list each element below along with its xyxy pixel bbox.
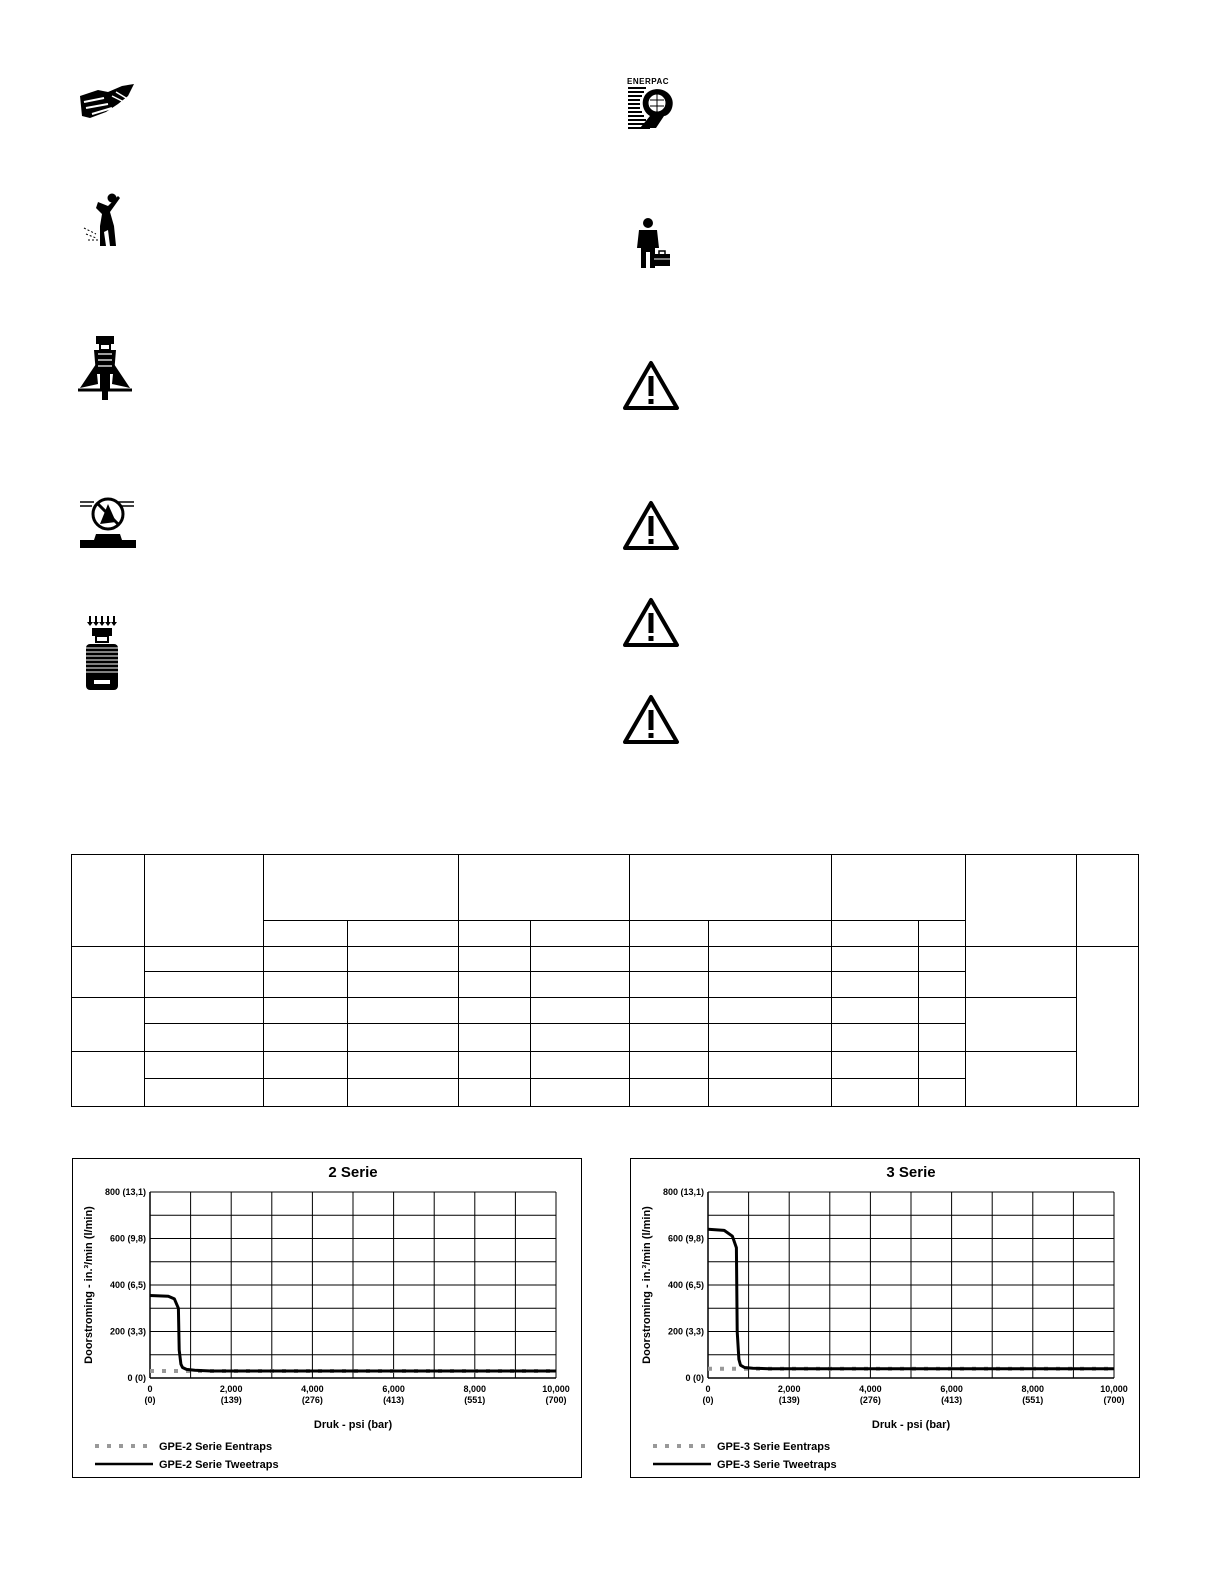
x-tick-label: 4,000 (859, 1384, 882, 1394)
x-tick-sublabel: (551) (464, 1395, 486, 1405)
x-tick-sublabel: (0) (144, 1395, 156, 1405)
x-tick-label: 10,000 (1100, 1384, 1128, 1394)
x-tick-sublabel: (139) (220, 1395, 242, 1405)
no-heat-icon (78, 494, 138, 550)
warning-icon (622, 694, 680, 746)
x-tick-sublabel: (0) (702, 1395, 714, 1405)
y-tick-label: 800 (13,1) (104, 1187, 146, 1197)
warning-icon (622, 500, 680, 552)
warning-icon (622, 597, 680, 649)
x-tick-sublabel: (276) (859, 1395, 881, 1405)
y-tick-label: 200 (3,3) (109, 1326, 146, 1337)
x-tick-label: 10,000 (542, 1384, 570, 1394)
y-tick-label: 400 (6,5) (667, 1280, 704, 1290)
centered-load-icon (82, 614, 122, 692)
chart-title: 2 Serie (328, 1164, 378, 1181)
x-tick-sublabel: (551) (1022, 1395, 1044, 1405)
x-tick-sublabel: (700) (545, 1395, 567, 1405)
falling-person-icon (82, 192, 124, 248)
x-axis-label: Druk - psi (bar) (313, 1419, 393, 1431)
x-tick-label: 4,000 (301, 1384, 324, 1394)
y-tick-label: 0 (0) (127, 1373, 146, 1383)
x-tick-label: 0 (147, 1384, 153, 1394)
legend-label: GPE-3 Serie Eentraps (717, 1441, 831, 1453)
y-axis-label: Doorstroming - in.³/min (l/min) (641, 1206, 653, 1364)
chart-grid (150, 1192, 556, 1378)
x-tick-sublabel: (139) (778, 1395, 800, 1405)
chart-grid (708, 1192, 1114, 1378)
x-tick-label: 2,000 (777, 1384, 801, 1394)
x-tick-sublabel: (413) (383, 1395, 405, 1405)
legend-label: GPE-3 Serie Tweetraps (717, 1459, 837, 1471)
warning-icon (622, 360, 680, 412)
y-tick-label: 400 (6,5) (109, 1280, 146, 1290)
x-tick-label: 2,000 (219, 1384, 243, 1394)
x-tick-label: 8,000 (463, 1384, 487, 1394)
chart-svg-3-serie (631, 1159, 1141, 1479)
legend-label: GPE-2 Serie Eentraps (159, 1441, 273, 1453)
x-tick-label: 6,000 (382, 1384, 405, 1394)
x-tick-label: 6,000 (940, 1384, 963, 1394)
flow-chart-2-serie (72, 1158, 582, 1478)
y-tick-label: 600 (9,8) (667, 1233, 704, 1244)
y-tick-label: 600 (9,8) (109, 1233, 146, 1244)
y-axis-label: Doorstroming - in.³/min (l/min) (83, 1206, 95, 1364)
legend-label: GPE-2 Serie Tweetraps (159, 1459, 279, 1471)
enerpac-service-icon (626, 76, 678, 130)
x-tick-sublabel: (276) (301, 1395, 323, 1405)
cylinder-load-icon (76, 334, 134, 404)
x-tick-sublabel: (413) (941, 1395, 963, 1405)
x-axis-label: Druk - psi (bar) (871, 1419, 951, 1431)
specification-table (71, 854, 1139, 1107)
x-tick-sublabel: (700) (1103, 1395, 1125, 1405)
enerpac-logo-text: ENERPAC (627, 77, 670, 86)
x-tick-label: 0 (705, 1384, 711, 1394)
chart-svg-2-serie (73, 1159, 583, 1479)
chart-title: 3 Serie (886, 1164, 936, 1181)
technician-icon (634, 218, 674, 270)
flow-chart-3-serie (630, 1158, 1140, 1478)
y-tick-label: 0 (0) (685, 1373, 704, 1383)
hand-injury-icon (78, 82, 136, 124)
y-tick-label: 200 (3,3) (667, 1326, 704, 1337)
x-tick-label: 8,000 (1021, 1384, 1045, 1394)
y-tick-label: 800 (13,1) (662, 1187, 704, 1197)
